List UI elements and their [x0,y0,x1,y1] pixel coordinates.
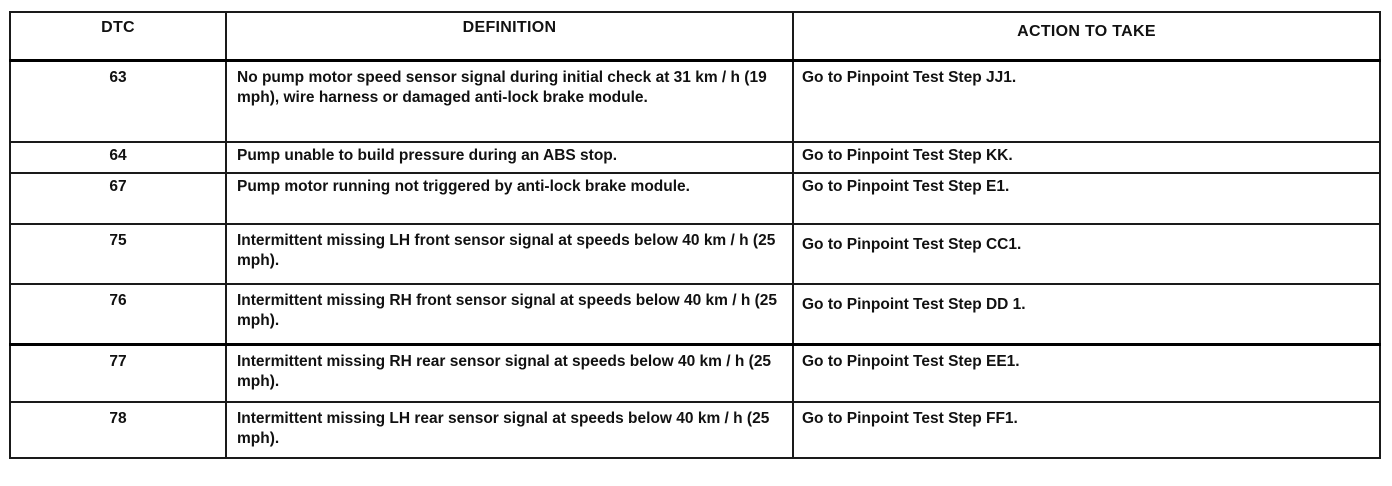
header-row [10,12,1380,61]
dtc-code: 63 [10,61,226,143]
dtc-action: Go to Pinpoint Test Step JJ1. [793,61,1380,143]
dtc-table [9,11,1381,459]
dtc-action: Go to Pinpoint Test Step DD 1. [793,284,1380,345]
dtc-code: 67 [10,173,226,224]
table-row [10,284,1380,345]
dtc-definition: Intermittent missing RH front sensor signal at speeds below 40 km / h (25 mph). [226,284,793,345]
dtc-code: 75 [10,224,226,284]
dtc-definition: Intermittent missing RH rear sensor signal at speeds below 40 km / h (25 mph). [226,345,793,403]
dtc-code: 78 [10,402,226,458]
dtc-definition: No pump motor speed sensor signal during initial check at 31 km / h (19 mph), wire harness or damaged anti-lock brake module. [226,61,793,143]
table-row [10,61,1380,143]
table-row [10,345,1380,403]
header-action: ACTION TO TAKE [793,12,1380,61]
table-row [10,224,1380,284]
dtc-code: 64 [10,142,226,173]
dtc-definition: Pump motor running not triggered by anti-lock brake module. [226,173,793,224]
dtc-action: Go to Pinpoint Test Step CC1. [793,224,1380,284]
table-row [10,402,1380,458]
dtc-code: 76 [10,284,226,345]
dtc-action: Go to Pinpoint Test Step EE1. [793,345,1380,403]
dtc-action: Go to Pinpoint Test Step E1. [793,173,1380,224]
dtc-action: Go to Pinpoint Test Step FF1. [793,402,1380,458]
dtc-action: Go to Pinpoint Test Step KK. [793,142,1380,173]
header-dtc: DTC [10,12,226,61]
dtc-definition: Intermittent missing LH front sensor signal at speeds below 40 km / h (25 mph). [226,224,793,284]
dtc-definition: Intermittent missing LH rear sensor signal at speeds below 40 km / h (25 mph). [226,402,793,458]
table-row [10,142,1380,173]
dtc-definition: Pump unable to build pressure during an ABS stop. [226,142,793,173]
table-row [10,173,1380,224]
header-definition: DEFINITION [226,12,793,61]
dtc-code: 77 [10,345,226,403]
